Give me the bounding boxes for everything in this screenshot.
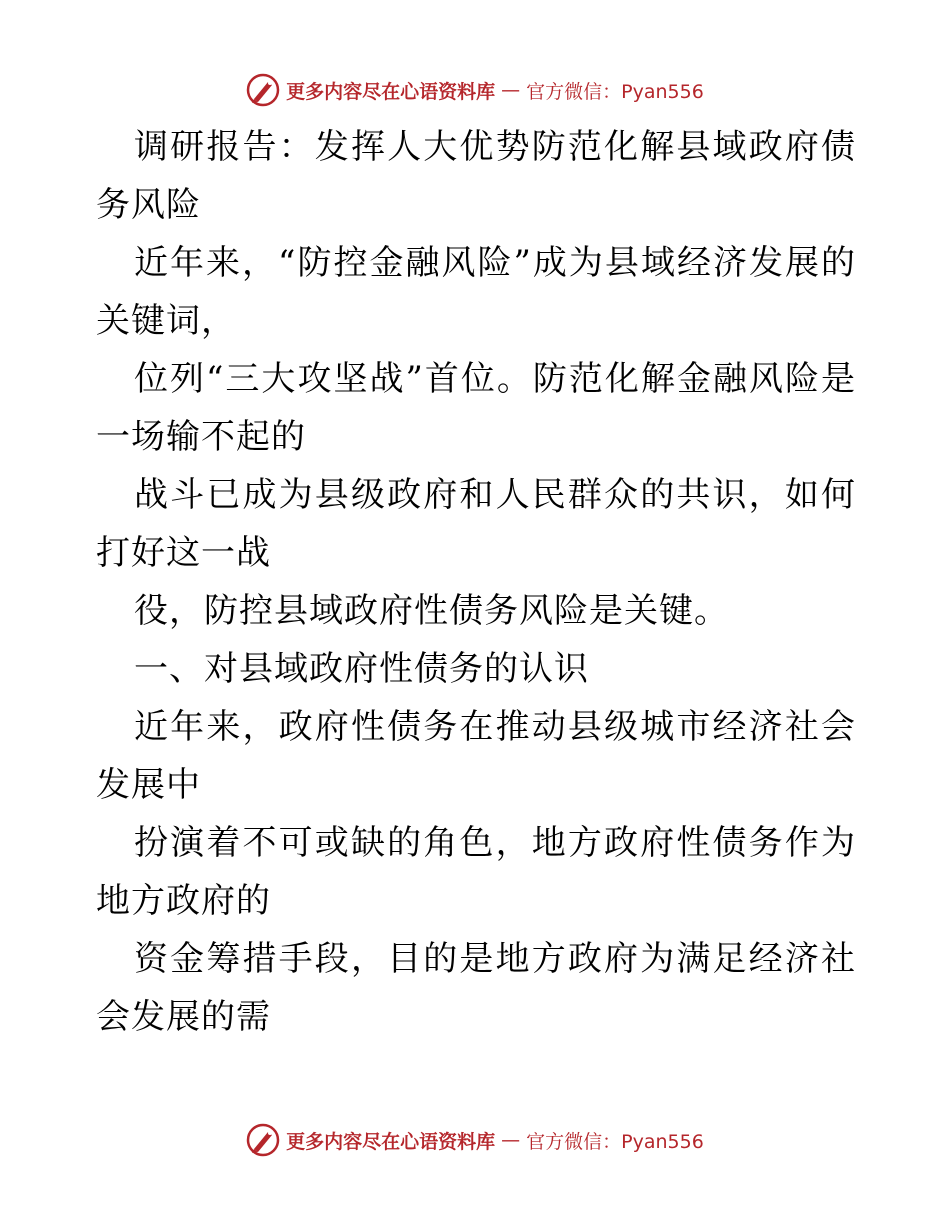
watermark-main-text: 更多内容尽在心语资料库	[286, 1130, 496, 1153]
footer-watermark	[0, 1120, 950, 1160]
paragraph: 近年来，“防控金融风险”成为县域经济发展的关键词，	[96, 243, 856, 341]
section-heading: 一、对县域政府性债务的认识	[134, 649, 589, 689]
pen-logo-icon	[246, 73, 280, 107]
paragraph: 近年来，政府性债务在推动县级城市经济社会发展中	[96, 707, 856, 805]
watermark-wechat-text: 官方微信：Pyan556	[526, 80, 704, 103]
document-title: 调研报告：发挥人大优势防范化解县域政府债务风险	[96, 127, 856, 225]
header-watermark	[0, 70, 950, 110]
paragraph: 役，防控县域政府性债务风险是关键。	[134, 591, 729, 631]
paragraph: 资金筹措手段，目的是地方政府为满足经济社会发展的需	[96, 939, 856, 1037]
paragraph: 位列“三大攻坚战”首位。防范化解金融风险是一场输不起的	[96, 359, 856, 457]
watermark-wechat-text: 官方微信：Pyan556	[526, 1130, 704, 1153]
paragraph: 战斗已成为县级政府和人民群众的共识，如何打好这一战	[96, 475, 856, 573]
pen-logo-icon	[246, 1123, 280, 1157]
watermark-separator: —	[501, 1129, 521, 1151]
document-body	[96, 118, 856, 1046]
paragraph: 扮演着不可或缺的角色，地方政府性债务作为地方政府的	[96, 823, 856, 921]
watermark-separator: —	[501, 79, 521, 101]
watermark-main-text: 更多内容尽在心语资料库	[286, 80, 496, 103]
